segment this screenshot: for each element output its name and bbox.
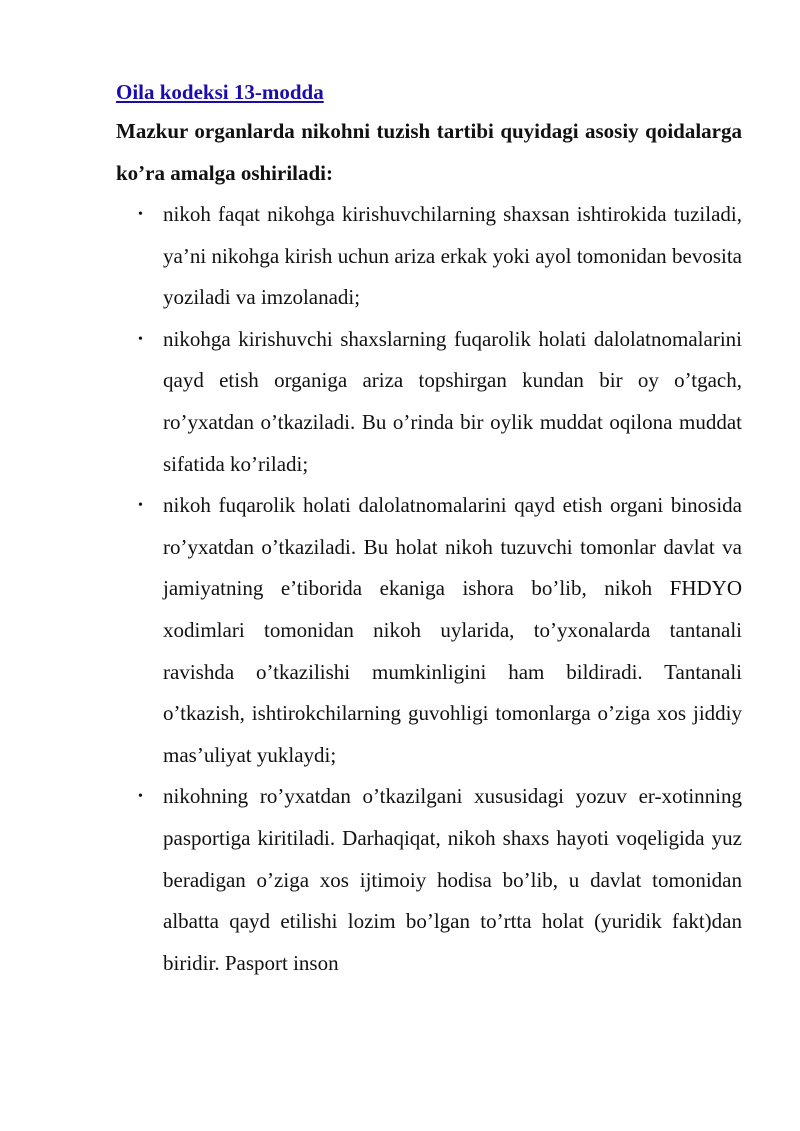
bullet-icon: • (138, 331, 143, 347)
list-item-text: nikoh faqat nikohga kirishuvchilarning shaxsan ishtirokida tuziladi, ya’ni nikohga kirish uchun ariza erkak yoki ayol tomonidan bevosita yoziladi va imzolanadi; (163, 202, 742, 310)
bullet-icon: • (138, 207, 143, 222)
list-item-text: nikoh fuqarolik holati dalolatnomalarini qayd etish organi binosida ro’yxatdan o’tkaziladi. Bu holat nikoh tuzuvchi tomonlar davlat va jamiyatning e’tiborida ekaniga ishora bo’lib, nikoh FHDYO xodimlari tomonidan nikoh uylarida, to’yxonalarda tantanali ravishda o’tkazilishi mumkinligini ham bildiradi. Tantanali o’tkazish, ishtirokchilarning guvohligi tomonlarga o’ziga xos jiddiy mas’uliyat yuklaydi; (163, 493, 742, 767)
list-item (116, 776, 742, 984)
document-page (116, 74, 742, 984)
rules-list (116, 194, 742, 984)
list-item-text: nikohning ro’yxatdan o’tkazilgani xususidagi yozuv er-xotinning pasportiga kiritiladi. Darhaqiqat, nikoh shaxs hayoti voqeligida yuz beradigan o’ziga xos ijtimoiy hodisa bo’lib, u davlat tomonidan albatta qayd etilishi lozim bo’lgan to’rtta holat (yuridik fakt)dan biridir. Pasport inson (163, 784, 742, 975)
bullet-icon: • (138, 498, 143, 514)
bullet-icon: • (138, 789, 143, 805)
list-item (116, 485, 742, 776)
lead-paragraph: Mazkur organlarda nikohni tuzish tartibi quyidagi asosiy qoidalarga ko’ra amalga oshiriladi: (116, 119, 742, 185)
article-title-link[interactable]: Oila kodeksi 13-modda (116, 80, 324, 104)
list-item (116, 319, 742, 485)
list-item-text: nikohga kirishuvchi shaxslarning fuqarolik holati dalolatnomalarini qayd etish organiga ariza topshirgan kundan bir oy o’tgach, ro’yxatdan o’tkaziladi. Bu o’rinda bir oylik muddat oqilona muddat sifatida ko’riladi; (163, 326, 742, 476)
list-item (116, 194, 742, 319)
